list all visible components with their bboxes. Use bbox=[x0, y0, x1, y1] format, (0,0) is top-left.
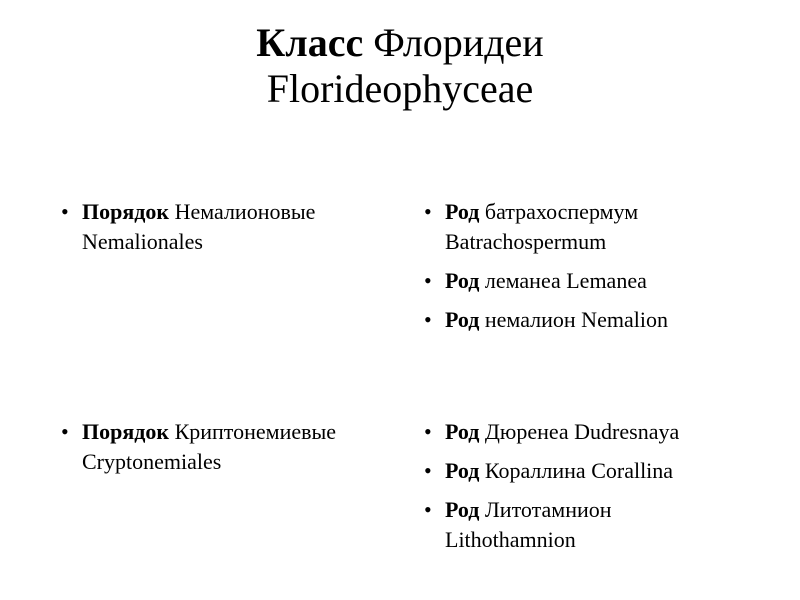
bullet-icon: • bbox=[424, 307, 432, 332]
genus-item bbox=[424, 197, 764, 257]
bullet-icon: • bbox=[424, 419, 432, 444]
order-list-1 bbox=[61, 197, 391, 257]
genus-name: леманеа Lemanea bbox=[484, 268, 647, 293]
title-rest: Флоридеи bbox=[373, 20, 544, 65]
genus-latin: Batrachospermum bbox=[445, 229, 607, 254]
order-label: Порядок bbox=[82, 199, 170, 224]
genus-label: Род bbox=[445, 268, 480, 293]
genus-name: батрахоспермум bbox=[484, 199, 639, 224]
bullet-icon: • bbox=[61, 419, 69, 444]
genus-label: Род bbox=[445, 497, 480, 522]
genus-name: Литотамнион bbox=[484, 497, 612, 522]
genus-item bbox=[424, 305, 764, 335]
genus-item bbox=[424, 495, 764, 555]
genus-item bbox=[424, 456, 764, 486]
bullet-icon: • bbox=[424, 268, 432, 293]
genus-latin: Lithothamnion bbox=[445, 527, 576, 552]
order-list-2 bbox=[61, 417, 401, 477]
genus-label: Род bbox=[445, 307, 480, 332]
order-item bbox=[61, 197, 391, 257]
order-item bbox=[61, 417, 401, 477]
title-bold: Класс bbox=[256, 20, 364, 65]
genus-item bbox=[424, 266, 764, 296]
genus-list-1 bbox=[424, 197, 764, 335]
order-latin: Cryptonemiales bbox=[82, 449, 222, 474]
order-name: Немалионовые bbox=[174, 199, 316, 224]
bullet-icon: • bbox=[424, 497, 432, 522]
genus-label: Род bbox=[445, 419, 480, 444]
genus-list-2 bbox=[424, 417, 764, 555]
order-label: Порядок bbox=[82, 419, 170, 444]
genus-name: Дюренеа Dudresnaya bbox=[484, 419, 680, 444]
slide-title bbox=[0, 20, 800, 112]
genus-label: Род bbox=[445, 199, 480, 224]
genus-label: Род bbox=[445, 458, 480, 483]
genus-name: немалион Nemalion bbox=[484, 307, 668, 332]
order-latin: Nemalionales bbox=[82, 229, 203, 254]
bullet-icon: • bbox=[61, 199, 69, 224]
genus-item bbox=[424, 417, 764, 447]
order-name: Криптонемиевые bbox=[174, 419, 337, 444]
genus-name: Кораллина Corallina bbox=[484, 458, 674, 483]
title-latin: Florideophyceae bbox=[266, 66, 534, 111]
bullet-icon: • bbox=[424, 458, 432, 483]
bullet-icon: • bbox=[424, 199, 432, 224]
